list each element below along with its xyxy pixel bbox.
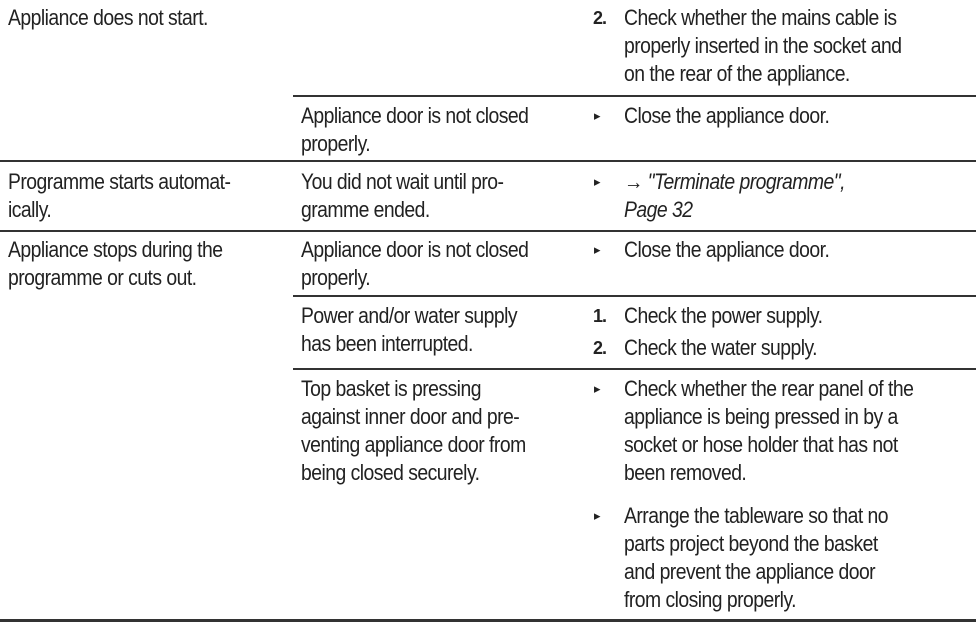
cause-text: Top basket is pressing bbox=[301, 376, 481, 401]
remedy-text: on the rear of the appliance. bbox=[624, 61, 850, 86]
bullet-icon: ▸ bbox=[594, 174, 601, 189]
cause-text: properly. bbox=[301, 265, 371, 290]
remedy-text: Check whether the mains cable is bbox=[624, 5, 897, 30]
row-divider bbox=[293, 295, 976, 297]
fault-text: ically. bbox=[8, 197, 52, 222]
fault-text: programme or cuts out. bbox=[8, 265, 197, 290]
remedy-text: Close the appliance door. bbox=[624, 103, 830, 128]
cause-text: Appliance door is not closed bbox=[301, 237, 529, 262]
fault-text: Programme starts automat- bbox=[8, 169, 231, 194]
row-divider bbox=[293, 95, 976, 97]
cause-text: venting appliance door from bbox=[301, 432, 526, 457]
step-number: 2. bbox=[593, 8, 607, 28]
remedy-text: from closing properly. bbox=[624, 587, 797, 612]
remedy-text: properly inserted in the socket and bbox=[624, 33, 902, 58]
cause-text: properly. bbox=[301, 131, 371, 156]
remedy-text: and prevent the appliance door bbox=[624, 559, 876, 584]
bullet-icon: ▸ bbox=[594, 108, 601, 123]
remedy-text: parts project beyond the basket bbox=[624, 531, 878, 556]
cause-text: Appliance door is not closed bbox=[301, 103, 529, 128]
remedy-text: Close the appliance door. bbox=[624, 237, 830, 262]
cause-text: being closed securely. bbox=[301, 460, 480, 485]
cross-reference-link[interactable]: → "Terminate programme", bbox=[624, 169, 845, 194]
bullet-icon: ▸ bbox=[594, 381, 601, 396]
cause-text: against inner door and pre- bbox=[301, 404, 520, 429]
remedy-text: Check the water supply. bbox=[624, 335, 818, 360]
remedy-text: Check the power supply. bbox=[624, 303, 823, 328]
remedy-text: been removed. bbox=[624, 460, 747, 485]
cause-text: gramme ended. bbox=[301, 197, 430, 222]
fault-text: Appliance stops during the bbox=[8, 237, 223, 262]
bullet-icon: ▸ bbox=[594, 242, 601, 257]
row-divider bbox=[293, 368, 976, 370]
fault-text: Appliance does not start. bbox=[8, 5, 208, 30]
cause-text: You did not wait until pro- bbox=[301, 169, 504, 194]
bullet-icon: ▸ bbox=[594, 508, 601, 523]
step-number: 1. bbox=[593, 306, 607, 326]
row-divider bbox=[0, 160, 976, 162]
cause-text: has been interrupted. bbox=[301, 331, 473, 356]
remedy-text: socket or hose holder that has not bbox=[624, 432, 898, 457]
remedy-text: Arrange the tableware so that no bbox=[624, 503, 889, 528]
page-reference-link[interactable]: Page 32 bbox=[624, 197, 693, 222]
table-bottom-border bbox=[0, 619, 976, 622]
cause-text: Power and/or water supply bbox=[301, 303, 518, 328]
remedy-text: Check whether the rear panel of the bbox=[624, 376, 914, 401]
row-divider bbox=[0, 230, 976, 232]
step-number: 2. bbox=[593, 338, 607, 358]
remedy-text: appliance is being pressed in by a bbox=[624, 404, 898, 429]
